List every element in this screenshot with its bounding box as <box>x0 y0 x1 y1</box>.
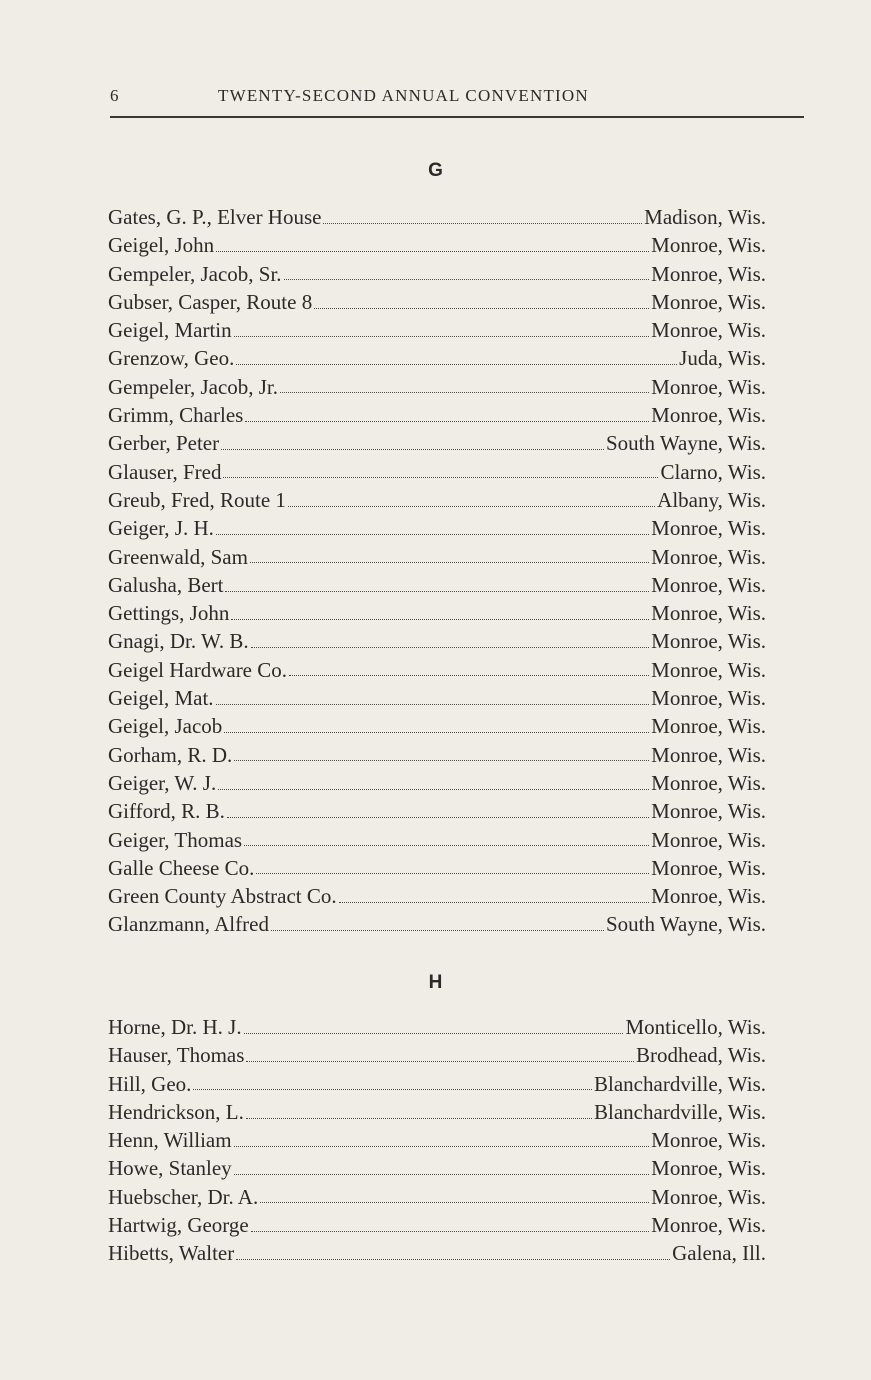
dot-leader <box>224 732 649 733</box>
dot-leader <box>250 562 649 563</box>
list-item <box>108 543 766 571</box>
dot-leader <box>246 1061 634 1062</box>
list-item <box>108 373 766 401</box>
member-list-g <box>108 203 766 939</box>
list-item <box>108 1041 766 1069</box>
section-heading-h: H <box>428 972 443 993</box>
member-name: Glauser, Fred <box>108 459 222 484</box>
list-item <box>108 656 766 684</box>
member-location: Monroe, Wis. <box>651 714 766 739</box>
dot-leader <box>256 873 649 874</box>
member-name: Gettings, John <box>108 601 230 626</box>
list-item <box>108 571 766 599</box>
member-location: Monroe, Wis. <box>651 516 766 541</box>
member-location: Monroe, Wis. <box>651 544 766 569</box>
list-item <box>108 458 766 486</box>
member-name: Gempeler, Jacob, Jr. <box>108 374 279 399</box>
member-name: Glanzmann, Alfred <box>108 912 269 937</box>
member-name: Geigel Hardware Co. <box>108 657 288 682</box>
list-item <box>108 712 766 740</box>
member-name: Greenwald, Sam <box>108 544 248 569</box>
member-location: Monroe, Wis. <box>651 403 766 428</box>
dot-leader <box>236 364 677 365</box>
running-title: TWENTY-SECOND ANNUAL CONVENTION <box>218 86 589 105</box>
dot-leader <box>289 675 649 676</box>
member-location: Monroe, Wis. <box>651 799 766 824</box>
list-item <box>108 401 766 429</box>
member-location: Monroe, Wis. <box>651 855 766 880</box>
list-item <box>108 344 766 372</box>
section-heading-g: G <box>428 160 443 181</box>
member-location: Monroe, Wis. <box>651 1184 766 1209</box>
dot-leader <box>216 534 649 535</box>
list-item <box>108 1183 766 1211</box>
dot-leader <box>225 591 649 592</box>
member-name: Gnagi, Dr. W. B. <box>108 629 249 654</box>
member-location: Monroe, Wis. <box>651 884 766 909</box>
dot-leader <box>323 223 642 224</box>
member-location: Monroe, Wis. <box>651 657 766 682</box>
list-item <box>108 486 766 514</box>
member-location: Monroe, Wis. <box>651 770 766 795</box>
dot-leader <box>260 1202 649 1203</box>
list-item <box>108 316 766 344</box>
member-location: Clarno, Wis. <box>660 459 766 484</box>
member-name: Geigel, Jacob <box>108 714 223 739</box>
member-location: Monroe, Wis. <box>651 1213 766 1238</box>
member-name: Gempeler, Jacob, Sr. <box>108 261 282 286</box>
list-item <box>108 627 766 655</box>
member-name: Hauser, Thomas <box>108 1043 245 1068</box>
member-location: Monticello, Wis. <box>625 1015 766 1039</box>
list-item <box>108 1126 766 1154</box>
member-name: Gifford, R. B. <box>108 799 225 824</box>
list-item <box>108 882 766 910</box>
member-name: Hill, Geo. <box>108 1071 192 1096</box>
member-location: Monroe, Wis. <box>651 1156 766 1181</box>
member-location: Monroe, Wis. <box>651 601 766 626</box>
member-location: Monroe, Wis. <box>651 289 766 314</box>
dot-leader <box>234 1146 650 1147</box>
list-item <box>108 1211 766 1239</box>
member-name: Hartwig, George <box>108 1213 249 1238</box>
dot-leader <box>234 336 650 337</box>
member-list-h <box>108 1013 766 1268</box>
dot-leader <box>193 1089 592 1090</box>
member-location: Monroe, Wis. <box>651 261 766 286</box>
member-name: Gorham, R. D. <box>108 742 233 767</box>
dot-leader <box>244 845 649 846</box>
list-item <box>108 1098 766 1126</box>
list-item <box>108 797 766 825</box>
dot-leader <box>271 930 604 931</box>
member-location: Albany, Wis. <box>657 487 766 512</box>
header-rule <box>110 116 804 118</box>
dot-leader <box>221 449 604 450</box>
member-location: Monroe, Wis. <box>651 572 766 597</box>
dot-leader <box>288 506 655 507</box>
member-location: Monroe, Wis. <box>651 374 766 399</box>
list-item <box>108 1070 766 1098</box>
dot-leader <box>244 1033 624 1034</box>
dot-leader <box>251 1231 649 1232</box>
member-name: Galle Cheese Co. <box>108 855 255 880</box>
member-location: Monroe, Wis. <box>651 686 766 711</box>
list-item <box>108 854 766 882</box>
list-item <box>108 769 766 797</box>
member-name: Geigel, Martin <box>108 318 232 343</box>
member-location: Galena, Ill. <box>672 1241 766 1266</box>
member-name: Gates, G. P., Elver House <box>108 205 322 229</box>
member-name: Howe, Stanley <box>108 1156 232 1181</box>
member-name: Geigel, John <box>108 233 215 258</box>
member-name: Gerber, Peter <box>108 431 220 456</box>
dot-leader <box>227 817 649 818</box>
member-name: Hendrickson, L. <box>108 1099 244 1124</box>
list-item <box>108 1239 766 1267</box>
member-name: Gubser, Casper, Route 8 <box>108 289 313 314</box>
member-location: South Wayne, Wis. <box>605 912 766 937</box>
member-location: Monroe, Wis. <box>651 629 766 654</box>
member-location: Brodhead, Wis. <box>636 1043 766 1068</box>
list-item <box>108 288 766 316</box>
dot-leader <box>216 251 649 252</box>
list-item <box>108 203 766 231</box>
list-item <box>108 429 766 457</box>
member-location: Monroe, Wis. <box>651 233 766 258</box>
page-header <box>110 84 800 112</box>
list-item <box>108 514 766 542</box>
dot-leader <box>280 392 649 393</box>
member-name: Geiger, W. J. <box>108 770 217 795</box>
list-item <box>108 260 766 288</box>
member-location: Madison, Wis. <box>644 205 766 229</box>
page-number: 6 <box>110 86 120 105</box>
member-location: Juda, Wis. <box>679 346 766 371</box>
dot-leader <box>284 279 650 280</box>
dot-leader <box>246 1118 592 1119</box>
dot-leader <box>245 421 649 422</box>
dot-leader <box>251 647 650 648</box>
list-item <box>108 1154 766 1182</box>
dot-leader <box>339 902 650 903</box>
list-item <box>108 599 766 627</box>
member-location: Blanchardville, Wis. <box>594 1099 766 1124</box>
list-item <box>108 1013 766 1041</box>
member-location: Monroe, Wis. <box>651 742 766 767</box>
member-location: Monroe, Wis. <box>651 827 766 852</box>
member-name: Green County Abstract Co. <box>108 884 337 909</box>
member-name: Geigel, Mat. <box>108 686 214 711</box>
dot-leader <box>218 789 649 790</box>
member-location: Monroe, Wis. <box>651 1128 766 1153</box>
member-name: Hibetts, Walter <box>108 1241 235 1266</box>
list-item <box>108 231 766 259</box>
member-name: Henn, William <box>108 1128 232 1153</box>
member-name: Galusha, Bert <box>108 572 224 597</box>
member-location: Monroe, Wis. <box>651 318 766 343</box>
dot-leader <box>231 619 649 620</box>
dot-leader <box>314 308 649 309</box>
member-location: Blanchardville, Wis. <box>594 1071 766 1096</box>
list-item <box>108 684 766 712</box>
list-item <box>108 826 766 854</box>
dot-leader <box>216 704 650 705</box>
dot-leader <box>234 760 649 761</box>
list-item <box>108 741 766 769</box>
member-name: Geiger, J. H. <box>108 516 214 541</box>
member-name: Horne, Dr. H. J. <box>108 1015 242 1039</box>
member-location: South Wayne, Wis. <box>605 431 766 456</box>
member-name: Greub, Fred, Route 1 <box>108 487 286 512</box>
list-item <box>108 910 766 938</box>
dot-leader <box>223 477 658 478</box>
member-name: Huebscher, Dr. A. <box>108 1184 259 1209</box>
member-name: Geiger, Thomas <box>108 827 243 852</box>
member-name: Grenzow, Geo. <box>108 346 235 371</box>
member-name: Grimm, Charles <box>108 403 244 428</box>
dot-leader <box>234 1174 650 1175</box>
dot-leader <box>236 1259 670 1260</box>
